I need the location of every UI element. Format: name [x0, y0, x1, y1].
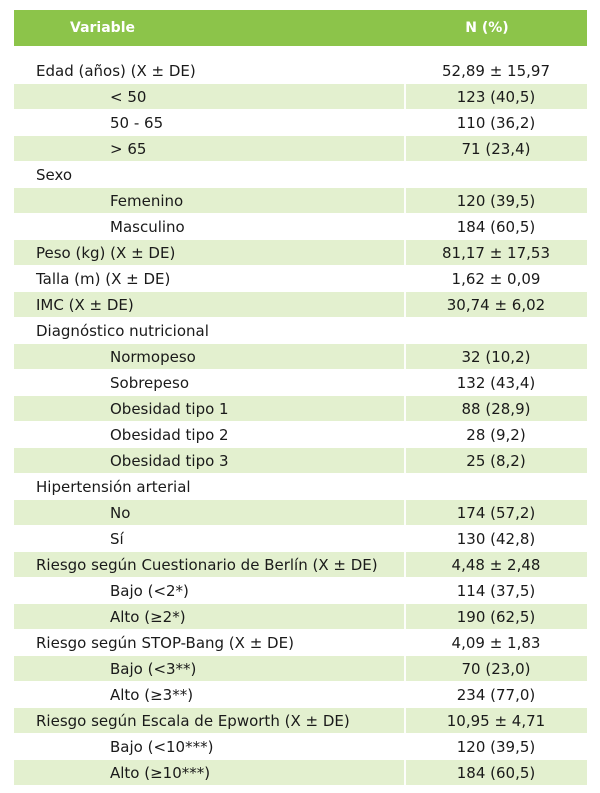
table-row	[14, 396, 587, 422]
row-value: 4,09 ± 1,83	[451, 633, 541, 652]
row-value: 123 (40,5)	[456, 87, 536, 106]
row-value: 4,48 ± 2,48	[451, 555, 541, 574]
row-label: Alto (≥3**)	[110, 685, 194, 704]
row-value: 234 (77,0)	[456, 685, 536, 704]
header-variable: Variable	[70, 20, 135, 36]
row-label: < 50	[110, 87, 147, 106]
row-label: Talla (m) (X ± DE)	[36, 269, 171, 288]
row-label: Alto (≥10***)	[110, 763, 211, 782]
row-value: 52,89 ± 15,97	[442, 61, 550, 80]
table-row	[14, 474, 587, 500]
row-label: Bajo (<3**)	[110, 659, 197, 678]
row-value: 30,74 ± 6,02	[446, 295, 546, 314]
row-label: Peso (kg) (X ± DE)	[36, 243, 176, 262]
table-row	[14, 110, 587, 136]
row-value: 132 (43,4)	[456, 373, 536, 392]
row-value: 25 (8,2)	[466, 451, 526, 470]
table-row	[14, 500, 587, 526]
table-row	[14, 422, 587, 448]
table-row	[14, 630, 587, 656]
row-label: Obesidad tipo 3	[110, 451, 229, 470]
row-label: Sobrepeso	[110, 373, 190, 392]
row-value: 110 (36,2)	[456, 113, 536, 132]
table-row	[14, 760, 587, 786]
row-value: 1,62 ± 0,09	[451, 269, 541, 288]
row-value: 130 (42,8)	[456, 529, 536, 548]
table-row	[14, 604, 587, 630]
row-value: 71 (23,4)	[461, 139, 531, 158]
row-label: Bajo (<10***)	[110, 737, 214, 756]
row-label: Sexo	[36, 165, 73, 184]
row-value: 10,95 ± 4,71	[446, 711, 546, 730]
table-row	[14, 526, 587, 552]
row-label: Masculino	[110, 217, 185, 236]
table-row	[14, 266, 587, 292]
table-row	[14, 578, 587, 604]
row-label: > 65	[110, 139, 147, 158]
row-value: 114 (37,5)	[456, 581, 536, 600]
row-label: Diagnóstico nutricional	[36, 321, 209, 340]
row-label: Sí	[110, 529, 124, 548]
row-label: IMC (X ± DE)	[36, 295, 134, 314]
row-value: 81,17 ± 17,53	[442, 243, 550, 262]
row-value: 190 (62,5)	[456, 607, 536, 626]
table-row	[14, 708, 587, 734]
row-label: Riesgo según Escala de Epworth (X ± DE)	[36, 711, 350, 730]
table-row	[14, 188, 587, 214]
row-value: 120 (39,5)	[456, 737, 536, 756]
table-body	[14, 58, 587, 786]
table-header	[14, 10, 587, 46]
table-row	[14, 162, 587, 188]
row-label: Riesgo según STOP-Bang (X ± DE)	[36, 633, 294, 652]
row-label: 50 - 65	[110, 113, 164, 132]
table-row	[14, 84, 587, 110]
row-value: 184 (60,5)	[456, 763, 536, 782]
row-value: 88 (28,9)	[461, 399, 531, 418]
table-row	[14, 552, 587, 578]
row-value: 174 (57,2)	[456, 503, 536, 522]
row-value: 184 (60,5)	[456, 217, 536, 236]
table-row	[14, 344, 587, 370]
table-row	[14, 214, 587, 240]
data-table	[14, 10, 587, 786]
table-row	[14, 292, 587, 318]
table-row	[14, 734, 587, 760]
row-label: Alto (≥2*)	[110, 607, 186, 626]
header-n-percent: N (%)	[465, 20, 509, 36]
row-value: 32 (10,2)	[461, 347, 531, 366]
row-label: Edad (años) (X ± DE)	[36, 61, 196, 80]
row-label: Obesidad tipo 1	[110, 399, 229, 418]
row-label: Normopeso	[110, 347, 196, 366]
table-row	[14, 448, 587, 474]
row-label: Bajo (<2*)	[110, 581, 189, 600]
row-value: 120 (39,5)	[456, 191, 536, 210]
table-row	[14, 656, 587, 682]
table-row	[14, 136, 587, 162]
row-value: 28 (9,2)	[466, 425, 526, 444]
row-label: Obesidad tipo 2	[110, 425, 229, 444]
table-row	[14, 58, 587, 84]
column-divider	[404, 58, 406, 786]
row-label: Riesgo según Cuestionario de Berlín (X ± DE)	[36, 555, 378, 574]
table-row	[14, 682, 587, 708]
header-spacer	[14, 46, 587, 58]
row-value: 70 (23,0)	[461, 659, 531, 678]
table-row	[14, 318, 587, 344]
row-label: No	[110, 503, 131, 522]
table-row	[14, 240, 587, 266]
row-label: Hipertensión arterial	[36, 477, 191, 496]
row-label: Femenino	[110, 191, 184, 210]
table-row	[14, 370, 587, 396]
